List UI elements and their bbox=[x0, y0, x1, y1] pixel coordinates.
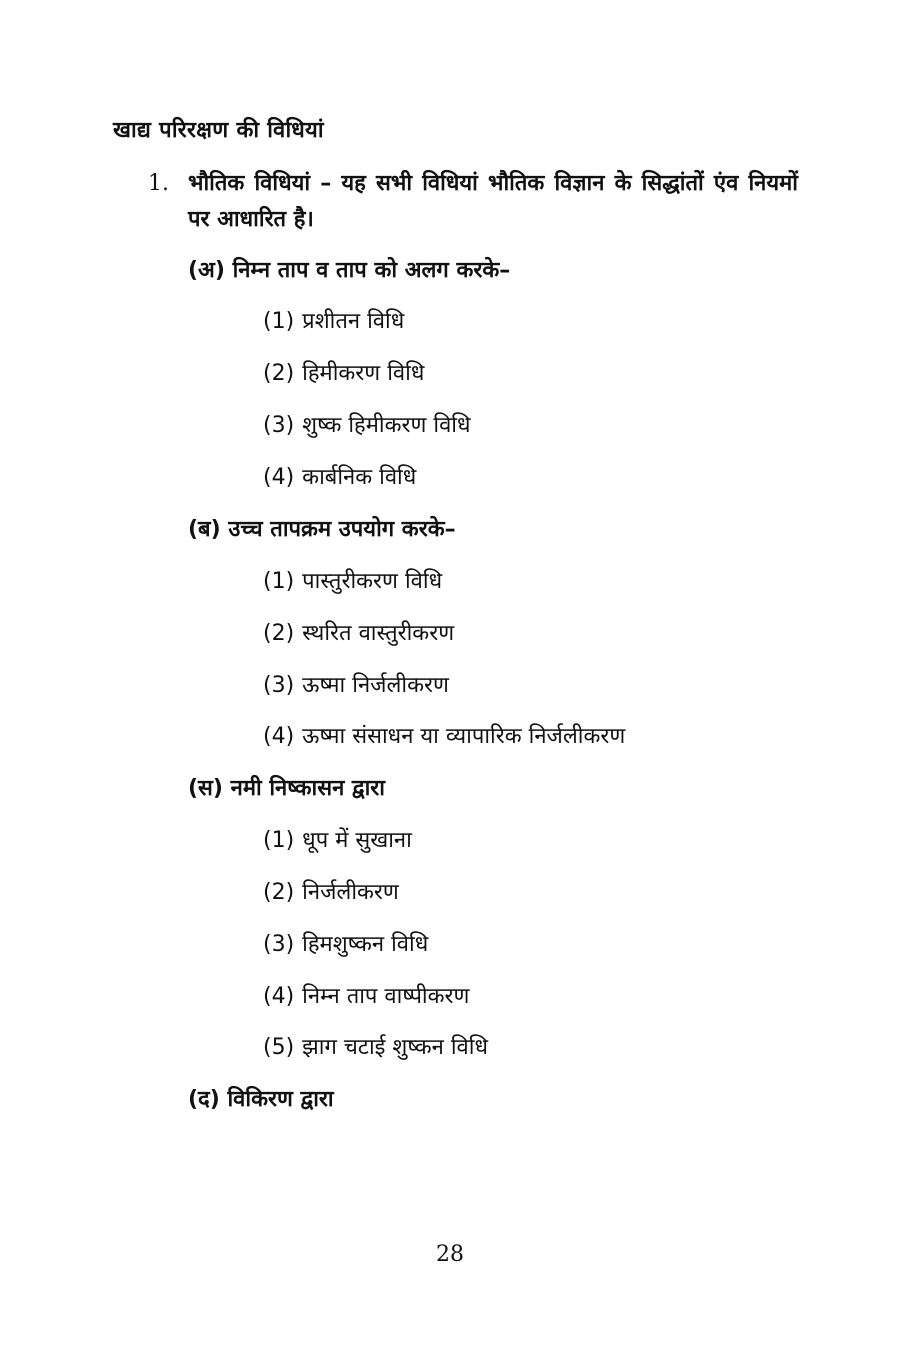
item-marker: (5) bbox=[263, 1035, 295, 1060]
list-item bbox=[263, 461, 416, 491]
item-marker: (4) bbox=[263, 724, 295, 749]
list-item bbox=[263, 720, 625, 750]
list-item bbox=[263, 305, 404, 335]
item-marker: (4) bbox=[263, 465, 295, 490]
item-text: निम्न ताप वाष्पीकरण bbox=[302, 984, 470, 1009]
subsection-heading: (द) विकिरण द्वारा bbox=[188, 1087, 334, 1112]
list-item bbox=[263, 669, 449, 699]
item-text: ऊष्मा निर्जलीकरण bbox=[302, 673, 449, 698]
item-marker: (2) bbox=[263, 880, 295, 905]
item-text: ऊष्मा संसाधन या व्यापारिक निर्जलीकरण bbox=[302, 724, 626, 749]
list-item bbox=[263, 824, 412, 854]
item-marker: (1) bbox=[263, 309, 295, 334]
page-number: 28 bbox=[436, 1242, 464, 1267]
item-text: हिमशुष्कन विधि bbox=[302, 932, 429, 957]
list-item bbox=[263, 876, 399, 906]
subsection-heading: (अ) निम्न ताप व ताप को अलग करके– bbox=[188, 258, 511, 283]
item-text: निर्जलीकरण bbox=[302, 880, 399, 905]
list-item bbox=[263, 928, 428, 958]
section-heading: खाद्य परिरक्षण की विधियां bbox=[113, 118, 324, 143]
numbered-point bbox=[148, 166, 798, 238]
list-item bbox=[263, 357, 424, 387]
list-item bbox=[263, 409, 471, 439]
item-text: कार्बनिक विधि bbox=[302, 465, 417, 490]
item-text: पास्तुरीकरण विधि bbox=[302, 569, 443, 594]
point-number: 1. bbox=[148, 171, 169, 196]
item-marker: (4) bbox=[263, 984, 295, 1009]
item-marker: (1) bbox=[263, 569, 295, 594]
item-text: हिमीकरण विधि bbox=[302, 361, 425, 386]
list-item bbox=[263, 565, 442, 595]
item-text: शुष्क हिमीकरण विधि bbox=[302, 413, 471, 438]
item-marker: (1) bbox=[263, 828, 295, 853]
subsection-heading: (ब) उच्च तापक्रम उपयोग करके– bbox=[188, 517, 456, 542]
item-text: प्रशीतन विधि bbox=[302, 309, 405, 334]
item-marker: (3) bbox=[263, 413, 295, 438]
list-item bbox=[263, 1031, 488, 1061]
point-text: भौतिक विधियां – यह सभी विधियां भौतिक विज्ञान के सिद्धांतों एंव नियमों पर आधारित है। bbox=[188, 171, 798, 232]
item-marker: (3) bbox=[263, 932, 295, 957]
item-text: धूप में सुखाना bbox=[302, 828, 412, 853]
item-marker: (2) bbox=[263, 361, 295, 386]
list-item bbox=[263, 980, 469, 1010]
item-text: झाग चटाई शुष्कन विधि bbox=[302, 1035, 488, 1060]
subsection-heading: (स) नमी निष्कासन द्वारा bbox=[188, 776, 385, 801]
list-item bbox=[263, 617, 454, 647]
item-marker: (2) bbox=[263, 621, 295, 646]
item-marker: (3) bbox=[263, 673, 295, 698]
item-text: स्थरित वास्तुरीकरण bbox=[302, 621, 455, 646]
